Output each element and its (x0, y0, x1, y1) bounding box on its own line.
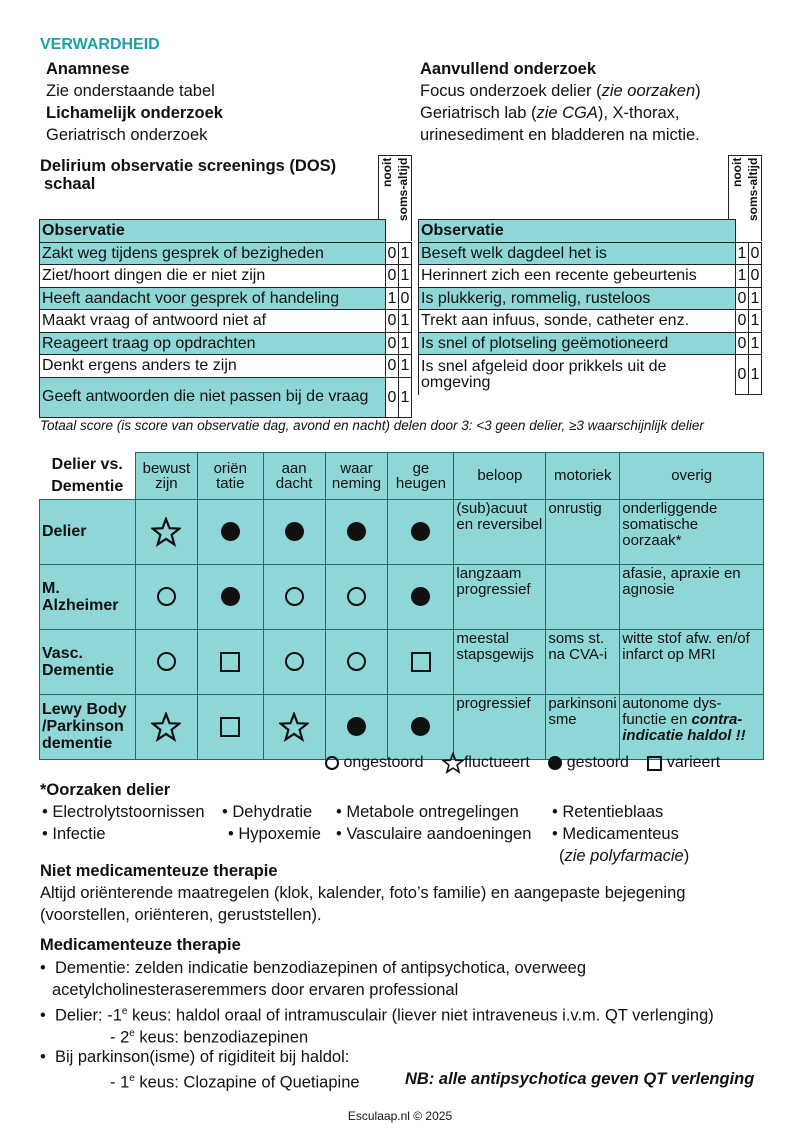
symbol-cell (388, 499, 454, 564)
list-item: • Retentieblaas (552, 803, 664, 821)
dos-row: Beseft welk dagdeel het is 1 0 (419, 242, 762, 265)
med-bullet-2-cont: - 2e keus: benzodiazepinen (110, 1028, 309, 1047)
dos-row: Zakt weg tijdens gesprek of bezigheden 0 1 (40, 242, 412, 265)
col-motoriek: motoriek (546, 453, 620, 500)
row-label: Vasc. Dementie (40, 629, 136, 694)
filled-circle-icon (411, 717, 430, 736)
col-bewustzijn: bewust zijn (135, 453, 197, 500)
dos-row: Is snel of plotseling geëmotioneerd 0 1 (419, 332, 762, 355)
list-item: • Dehydratie (222, 803, 313, 821)
med-bullet-3-cont: - 1e keus: Clozapine of Quetiapine (110, 1073, 360, 1092)
square-icon (411, 652, 431, 672)
row-label: Delier (40, 499, 136, 564)
table-row-vasculair (40, 629, 764, 694)
filled-circle-icon (347, 522, 366, 541)
symbol-cell (325, 499, 388, 564)
anamnese-text: Zie onderstaande tabel (46, 82, 215, 100)
aanvullend-line-2: Geriatrisch lab (zie CGA), X-thorax, (420, 104, 680, 122)
star-icon (151, 712, 181, 742)
symbol-legend: ongestoord fluctueert gestoord varieert (325, 752, 720, 774)
symbol-cell (135, 564, 197, 629)
filled-circle-icon (285, 522, 304, 541)
dos-right-col-soms: soms-altijd (746, 158, 760, 222)
med-bullet-1-cont: acetylcholinesteraseremmers door ervaren professional (52, 981, 459, 999)
lichamelijk-onderzoek-text: Geriatrisch onderzoek (46, 126, 208, 144)
dos-row: Maakt vraag of antwoord niet af 0 1 (40, 310, 412, 333)
symbol-cell (263, 499, 325, 564)
col-overig: overig (620, 453, 764, 500)
symbol-cell (197, 564, 263, 629)
dos-row: Herinnert zich een recente gebeurtenis 1 0 (419, 265, 762, 288)
anamnese-title: Anamnese (46, 60, 130, 78)
col-beloop: beloop (454, 453, 546, 500)
square-icon (220, 652, 240, 672)
circle-icon (285, 587, 304, 606)
circle-icon (347, 587, 366, 606)
oorzaken-note: (zie polyfarmacie) (559, 847, 690, 865)
filled-circle-icon (411, 587, 430, 606)
col-aandacht: aan dacht (263, 453, 325, 500)
aanvullend-line-3: urinesediment en bladderen na mictie. (420, 126, 700, 144)
med-bullet-2: • Delier: -1e keus: haldol oraal of intramusculair (liever niet intraveneus i.v.m. QT verlenging) (40, 1006, 714, 1025)
filled-circle-icon (548, 756, 562, 770)
dos-row: Heeft aandacht voor gesprek of handeling 1 0 (40, 287, 412, 310)
symbol-cell (135, 629, 197, 694)
col-geheugen: ge heugen (388, 453, 454, 500)
overig-cell: autonome dys-functie en contra-indicatie haldol !! (620, 694, 764, 759)
symbol-cell (263, 694, 325, 759)
circle-icon (157, 587, 176, 606)
niet-med-title: Niet medicamenteuze therapie (40, 862, 278, 880)
symbol-cell (325, 694, 388, 759)
dos-right-col-nooit: nooit (730, 158, 744, 188)
square-icon (220, 717, 240, 737)
list-item: • Hypoxemie (228, 825, 321, 843)
square-icon (647, 756, 662, 771)
dos-right-header-row (419, 220, 762, 243)
dos-right-header: Observatie (419, 220, 736, 243)
list-item: • Metabole ontregelingen (336, 803, 519, 821)
symbol-cell (263, 564, 325, 629)
dos-row: Ziet/hoort dingen die er niet zijn 0 1 (40, 265, 412, 288)
symbol-cell (135, 499, 197, 564)
niet-med-line-2: (voorstellen, oriënteren, geruststellen). (40, 906, 322, 924)
dos-row: Trekt aan infuus, sonde, catheter enz. 0 1 (419, 310, 762, 333)
dos-left-col-nooit: nooit (380, 158, 394, 188)
symbol-cell (388, 694, 454, 759)
delier-table-header-row (40, 453, 764, 500)
overig-cell: onderliggende somatische oorzaak* (620, 499, 764, 564)
symbol-cell (325, 564, 388, 629)
med-bullet-1: • Dementie: zelden indicatie benzodiazepinen of antipsychotica, overweeg (40, 959, 587, 977)
table-row-delier (40, 499, 764, 564)
motoriek-cell (546, 564, 620, 629)
table-row-alzheimer (40, 564, 764, 629)
oorzaken-title: *Oorzaken delier (40, 781, 171, 799)
list-item: • Infectie (42, 825, 106, 843)
symbol-cell (197, 694, 263, 759)
dos-row: Is plukkerig, rommelig, rusteloos 0 1 (419, 287, 762, 310)
col-waarneming: waar neming (325, 453, 388, 500)
dos-left-header: Observatie (40, 220, 386, 243)
dos-left-header-row (40, 220, 412, 243)
dos-row: Geeft antwoorden die niet passen bij de vraag 0 1 (40, 377, 412, 417)
filled-circle-icon (411, 522, 430, 541)
nb-note: NB: alle antipsychotica geven QT verlenging (405, 1070, 755, 1088)
filled-circle-icon (221, 587, 240, 606)
circle-icon (285, 652, 304, 671)
footer: Esculaap.nl © 2025 (347, 1109, 453, 1123)
beloop-cell: progressief (454, 694, 546, 759)
overig-cell: witte stof afw. en/of infarct op MRI (620, 629, 764, 694)
symbol-cell (197, 629, 263, 694)
dos-row: Reageert traag op opdrachten 0 1 (40, 332, 412, 355)
symbol-cell (388, 629, 454, 694)
symbol-cell (263, 629, 325, 694)
star-icon (151, 517, 181, 547)
motoriek-cell: soms st. na CVA-i (546, 629, 620, 694)
dos-title: Delirium observatie screenings (DOS) schaal (40, 157, 337, 193)
filled-circle-icon (347, 717, 366, 736)
table-row-lewy-body (40, 694, 764, 759)
aanvullend-line-1: Focus onderzoek delier (zie oorzaken) (420, 82, 701, 100)
beloop-cell: langzaam progressief (454, 564, 546, 629)
med-title: Medicamenteuze therapie (40, 936, 241, 954)
filled-circle-icon (221, 522, 240, 541)
row-label: Lewy Body /Parkinson dementie (40, 694, 136, 759)
dos-total-note: Totaal score (is score van observatie dag, avond en nacht) delen door 3: <3 geen delier, ≥3 waarschijnlijk delier (40, 418, 704, 433)
med-bullet-3: • Bij parkinson(isme) of rigiditeit bij haldol: (40, 1048, 350, 1066)
beloop-cell: meestal stapsgewijs (454, 629, 546, 694)
motoriek-cell: parkinsonisme (546, 694, 620, 759)
section-title: VERWARDHEID (40, 36, 160, 53)
symbol-cell (388, 564, 454, 629)
aanvullend-onderzoek-title: Aanvullend onderzoek (420, 60, 597, 78)
list-item: • Medicamenteus (552, 825, 679, 843)
dos-table-right (418, 219, 762, 395)
circle-icon (325, 756, 339, 770)
overig-cell: afasie, apraxie en agnosie (620, 564, 764, 629)
delier-dementie-table (39, 452, 764, 760)
niet-med-line-1: Altijd oriënterende maatregelen (klok, kalender, foto’s familie) en aangepaste bejegening (40, 884, 686, 902)
row-label: M. Alzheimer (40, 564, 136, 629)
dos-table-left (39, 219, 412, 418)
dos-left-col-soms: soms-altijd (396, 158, 410, 222)
dos-row: Is snel afgeleid door prikkels uit de omgeving 0 1 (419, 355, 762, 395)
dos-row: Denkt ergens anders te zijn 0 1 (40, 355, 412, 378)
star-icon (279, 712, 309, 742)
beloop-cell: (sub)acuut en reversibel (454, 499, 546, 564)
delier-table-corner: Delier vs. Dementie (40, 453, 136, 500)
motoriek-cell: onrustig (546, 499, 620, 564)
list-item: • Electrolytstoornissen (42, 803, 205, 821)
lichamelijk-onderzoek-title: Lichamelijk onderzoek (46, 104, 223, 122)
symbol-cell (325, 629, 388, 694)
star-icon (442, 752, 464, 774)
circle-icon (157, 652, 176, 671)
list-item: • Vasculaire aandoeningen (336, 825, 532, 843)
col-orientatie: oriën tatie (197, 453, 263, 500)
symbol-cell (135, 694, 197, 759)
circle-icon (347, 652, 366, 671)
symbol-cell (197, 499, 263, 564)
